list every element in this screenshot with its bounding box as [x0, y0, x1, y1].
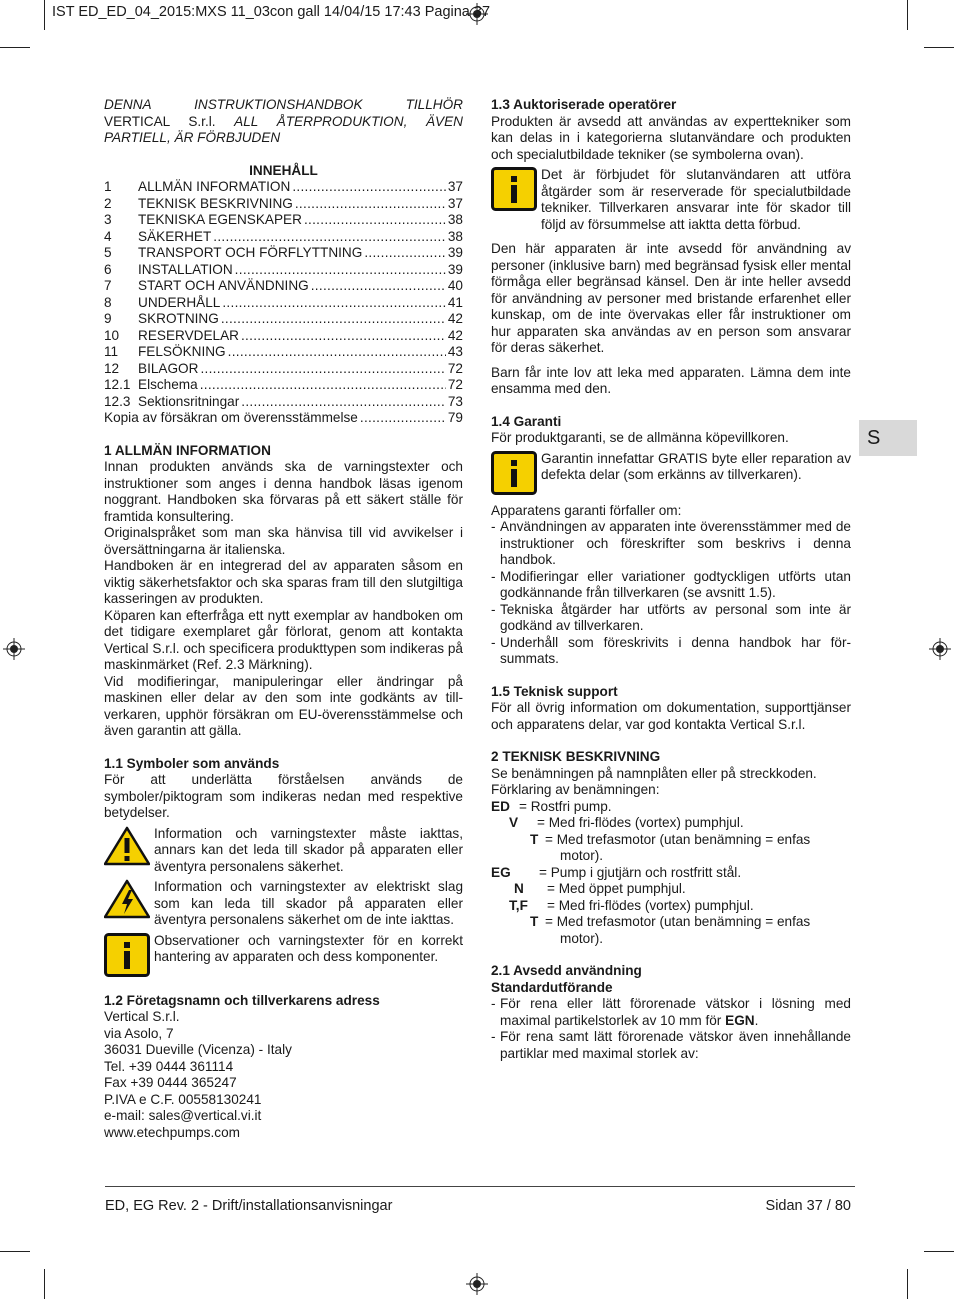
toc-page: 37 — [447, 195, 463, 211]
list-item: - Underhåll som föreskrivits i denna handbok har försummats. — [491, 634, 851, 666]
toc-leader — [200, 377, 446, 394]
registration-mark-bottom — [466, 1273, 488, 1295]
code-label: T — [530, 831, 539, 847]
copyright-line-3: PARTIELL, ÄR FÖRBJUDEN — [104, 130, 281, 145]
toc-page: 39 — [447, 261, 463, 277]
toc-title-text: ALLMÄN INFORMATION — [138, 179, 291, 194]
code-label: V — [509, 815, 519, 830]
s14-paragraph: För produktgaranti, se de allmänna köpevillkoren. — [491, 430, 789, 445]
electrical-hazard-icon — [104, 879, 150, 919]
toc-item — [104, 245, 463, 262]
toc-item — [104, 328, 463, 345]
code-label: EG — [491, 864, 511, 880]
toc-item — [104, 212, 463, 229]
list-item: - Modifieringar eller variationer godtyckligen utförts utan godkännande från tillverkaren (se avsnitt 1.5). — [491, 568, 851, 600]
section-1-1-heading: 1.1 Symboler som används — [104, 755, 280, 771]
toc-number: 9 — [104, 311, 112, 326]
section-2-1-subheading: Standardutförande — [491, 979, 613, 995]
website: www.etechpumps.com — [104, 1124, 240, 1140]
information-icon — [491, 167, 537, 211]
code-desc: motor). — [560, 848, 604, 863]
code-label: N — [514, 881, 524, 896]
list-item: - Tekniska åtgärder har utförts av personal som inte är godkänd av tillverkaren. — [491, 601, 851, 633]
code-desc: = Med fri-flödes (vortex) pumphjul. — [537, 815, 744, 830]
crop-mark — [924, 47, 954, 48]
footer-rule — [105, 1186, 855, 1187]
toc-page: 42 — [447, 311, 463, 326]
toc-leader — [200, 361, 445, 378]
symbol-electrical-text: Information och varningstexter av elektriskt slag som kan leda till skador på apparaten eller äventyra personalens säkerhet om de inte iakttas. — [154, 879, 463, 927]
toc-title-text: TEKNISKA EGENSKAPER — [138, 212, 302, 227]
symbol-electrical-warning — [104, 879, 463, 929]
s2-paragraph: Se benämningen på namnplåten eller på streckkoden. — [491, 765, 817, 781]
toc-number: 2 — [104, 195, 112, 211]
email: e-mail: sales@vertical.vi.it — [104, 1108, 262, 1123]
toc-item — [104, 295, 463, 312]
toc-leader — [292, 179, 446, 196]
code-label: T — [530, 914, 539, 929]
toc-page: 41 — [447, 294, 463, 310]
crop-mark — [44, 0, 45, 30]
s11-intro: För att underlätta förståelsen används de symboler/piktogram som indikeras nedan med respektive betydelser. — [104, 772, 463, 820]
toc-item — [104, 229, 463, 246]
phone: Tel. +39 0444 361114 — [104, 1058, 234, 1074]
info-note-text: Garantin innefattar GRATIS byte eller reparation av defekta delar (som erkänns av tillverkaren). — [541, 450, 851, 482]
toc-page: 40 — [447, 278, 463, 293]
designation-legend — [491, 799, 851, 948]
registration-mark-right — [929, 638, 951, 660]
toc-title-text: Sektionsritningar — [138, 393, 240, 409]
print-slug: IST ED_ED_04_2015:MXS 11_03con gall 14/04/15 17:43 Pagina 37 — [52, 4, 491, 20]
toc-number: 8 — [104, 294, 112, 310]
toc-leader — [304, 212, 446, 229]
section-1-4-heading: 1.4 Garanti — [491, 413, 562, 429]
toc-page: 42 — [447, 327, 463, 343]
toc-leader — [360, 410, 446, 427]
toc-number: 3 — [104, 212, 112, 227]
s2-paragraph: Förklaring av benämningen: — [491, 782, 660, 797]
toc-number: 7 — [104, 278, 112, 293]
list-item-text: Tekniska åtgärder har utförts av personal som inte är godkänd av tillverkaren. — [500, 601, 851, 633]
toc-number: 10 — [104, 327, 120, 343]
toc-title-text: TRANSPORT OCH FÖRFLYTTNING — [138, 245, 363, 260]
s1-paragraph: Köparen kan efterfråga ett nytt exemplar av handboken om det tidigare exemplaret går förlorat, genom att kontakta Vertical S.r.l. och specificera produkttypen som indikeras på maskinmärket (Ref. 2.3 Märkning). — [104, 607, 463, 672]
fax: Fax +39 0444 365247 — [104, 1075, 237, 1090]
toc-page: 73 — [447, 393, 463, 409]
code-desc: = Med trefasmotor (utan benämning = enfas — [545, 831, 811, 847]
code-desc: = Med fri-flödes (vortex) pumphjul. — [547, 897, 754, 913]
toc-number: 1 — [104, 179, 112, 194]
toc-title-text: SÄKERHET — [138, 228, 212, 244]
page-number: Sidan 37 / 80 — [765, 1198, 851, 1214]
toc-leader — [241, 328, 446, 345]
toc-leader — [364, 245, 446, 262]
warning-triangle-icon — [104, 826, 150, 866]
toc-title-text: START OCH ANVÄNDNING — [138, 278, 309, 293]
s1-paragraph: Innan produkten används ska de varningstexter och instruktioner som anges i denna handbok läsas igenom noggrant. Handboken ska förvaras på ett säkert ställe för framtida konsultering. — [104, 459, 463, 524]
copyright-line-2b: ALL ÅTERPRODUKTION, ÄVEN — [234, 113, 463, 129]
s1-paragraph: Vid modifieringar, manipuleringar eller ändringar på maskinen eller delar av den som inte godkänts av tillverkaren, upphör försäkran om EU-överensstämmelse och även garantin att gälla. — [104, 673, 463, 738]
toc-item — [104, 262, 463, 279]
list-item-text: Modifieringar eller variationer godtyckligen utförts utan godkännande från tillverkaren (se avsnitt 1.5). — [500, 568, 851, 600]
toc-page: 43 — [447, 344, 463, 359]
toc-title-text: Elschema — [138, 377, 198, 392]
address-line: 36031 Dueville (Vicenza) - Italy — [104, 1042, 292, 1057]
toc-number: 6 — [104, 261, 112, 277]
list-item: - För rena samt lätt förorenade vätskor även innehållande partiklar med maximal storlek av: — [491, 1029, 851, 1061]
list-item-text: För rena samt lätt förorenade vätskor även innehållande partiklar med maximal storlek av: — [500, 1029, 851, 1061]
s14-paragraph: Apparatens garanti förfaller om: — [491, 502, 682, 518]
list-item: - Användningen av apparaten inte överensstämmer med de instruktioner och föreskrifter som beskrivs i denna handbok. — [491, 519, 851, 567]
toc-item — [104, 311, 463, 328]
toc-number: 11 — [104, 344, 119, 359]
right-column — [491, 97, 851, 1062]
crop-mark — [0, 1251, 30, 1252]
toc-title-text: Kopia av försäkran om överensstämmelse — [104, 410, 358, 425]
toc-item — [104, 394, 463, 411]
vat-number: P.IVA e C.F. 00558130241 — [104, 1091, 262, 1107]
symbol-information-text: Observationer och varningstexter för en korrekt hantering av apparaten och dess komponenter. — [154, 932, 463, 964]
left-column — [104, 97, 463, 1141]
s13-paragraph: Barn får inte lov att leka med apparaten. Lämna dem inte ensamma med den. — [491, 364, 851, 396]
toc-page: 72 — [447, 377, 463, 392]
information-icon — [104, 933, 150, 977]
section-1-heading: 1 ALLMÄN INFORMATION — [104, 442, 271, 458]
toc-leader — [235, 262, 446, 279]
crop-mark — [44, 1269, 45, 1299]
code-desc: = Med trefasmotor (utan benämning = enfas — [545, 914, 811, 929]
toc-leader — [213, 229, 446, 246]
symbol-information — [104, 933, 463, 977]
copyright-line-1: DENNA INSTRUKTIONSHANDBOK TILLHÖR — [104, 97, 463, 112]
symbol-general-warning — [104, 826, 463, 876]
toc-title-text: BILAGOR — [138, 360, 199, 376]
s15-paragraph: För all övrig information om dokumentation, supporttjänser och apparatens delar, var god kontakta Vertical S.r.l. — [491, 700, 851, 732]
toc-title-text: FELSÖKNING — [138, 344, 226, 359]
s1-paragraph: Handboken är en integrerad del av apparaten såsom en viktig säkerhetsfaktor och ska sparas fram till den slutgiltiga kasseringen av produkten. — [104, 558, 463, 606]
crop-mark — [907, 1269, 908, 1299]
toc-leader — [221, 311, 446, 328]
language-tab: S — [859, 420, 917, 456]
section-2-heading: 2 TEKNISK BESKRIVNING — [491, 749, 661, 764]
footer-title: ED, EG Rev. 2 - Drift/installationsanvisningar — [105, 1198, 393, 1214]
s13-paragraph: Produkten är avsedd att användas av experttekniker som kan delas in i kategorierna slutanvändare och produkten och specialutbildade tekniker (se symbolerna ovan). — [491, 113, 851, 162]
toc-item — [104, 196, 463, 213]
toc-leader — [295, 196, 446, 213]
toc-number: 5 — [104, 245, 112, 260]
toc-title-text: UNDERHÅLL — [138, 294, 221, 310]
section-2-1-heading: 2.1 Avsedd användning — [491, 963, 642, 978]
toc-page: 39 — [447, 245, 463, 260]
code-label: ED — [491, 798, 510, 814]
toc-list — [104, 179, 463, 427]
code-desc: = Rostfri pump. — [519, 798, 612, 814]
toc-title-text: SKROTNING — [138, 311, 219, 326]
info-note-text: Det är förbjudet för slutanvändaren att utföra åtgärder som är reserverade för specialutbildade tekniker. Tillverkaren ansvarar inte för skador till följd av försummelse att iaktta detta förbud. — [541, 167, 851, 232]
toc-title-text: RESERVDELAR — [138, 327, 239, 343]
info-note — [491, 451, 851, 495]
toc-number: 12.1 — [104, 377, 131, 392]
list-item-text: För rena eller lätt förorenade vätskor i lösning med maximal partikelstorlek av 10 mm för EGN. — [500, 996, 851, 1028]
section-1-5-heading: 1.5 Teknisk support — [491, 683, 618, 699]
code-desc: = Med öppet pumphjul. — [547, 881, 686, 896]
registration-mark-left — [3, 638, 25, 660]
toc-leader — [228, 344, 446, 361]
company-address — [104, 1009, 463, 1141]
toc-item — [104, 410, 463, 427]
crop-mark — [924, 1251, 954, 1252]
toc-leader — [222, 295, 446, 312]
toc-item — [104, 344, 463, 361]
toc-number: 12.3 — [104, 393, 131, 409]
toc-title-text: TEKNISK BESKRIVNING — [138, 195, 293, 211]
code-desc: motor). — [560, 930, 604, 946]
toc-number: 4 — [104, 228, 112, 244]
toc-page: 79 — [447, 410, 463, 425]
toc-number: 12 — [104, 360, 120, 376]
list-item: - För rena eller lätt förorenade vätskor i lösning med maximal partikelstorlek av 10 mm för EGN. — [491, 996, 851, 1028]
toc-item — [104, 377, 463, 394]
copyright-notice — [104, 97, 463, 147]
address-line: Vertical S.r.l. — [104, 1009, 180, 1024]
toc-item — [104, 179, 463, 196]
information-icon — [491, 451, 537, 495]
toc-title-text: INSTALLATION — [138, 261, 233, 277]
list-item-text: Användningen av apparaten inte överensstämmer med de instruktioner och föreskrifter som beskrivs i denna handbok. — [500, 519, 851, 567]
section-1-2-heading: 1.2 Företagsnamn och tillverkarens adress — [104, 992, 380, 1008]
symbol-general-text: Information och varningstexter måste iakttas, annars kan det leda till skador på apparaten eller äventyra personalens säkerhet. — [154, 825, 463, 874]
toc-item — [104, 361, 463, 378]
toc-title: INNEHÅLL — [249, 162, 318, 178]
crop-mark — [907, 0, 908, 30]
list-item-text: Underhåll som föreskrivits i denna handbok har försummats. — [500, 634, 851, 666]
code-label: T,F — [509, 897, 528, 913]
s1-paragraph: Originalspråket som man ska hänvisa till vid avvikelser i översättningarna är italienska. — [104, 525, 463, 557]
s13-paragraph: Den här apparaten är inte avsedd för användning av personer (inklusive barn) med begränsad fysisk eller mental förmåga eller begränsad känsel. Den är inte heller avsedd för användning av personer med bristande erfarenhet eller kunskap, om de inte övervakas eller får instruktioner om hur apparaten ska användas av en person som ansvarar för deras säkerhet. — [491, 241, 851, 355]
toc-page: 37 — [447, 179, 463, 194]
toc-item — [104, 278, 463, 295]
info-note — [491, 167, 851, 233]
toc-leader — [241, 394, 446, 411]
toc-page: 72 — [447, 360, 463, 376]
code-desc: = Pump i gjutjärn och rostfritt stål. — [539, 864, 742, 880]
toc-page: 38 — [447, 228, 463, 244]
company-name: VERTICAL S.r.l. — [104, 113, 216, 129]
copyright-line-2 — [104, 114, 463, 131]
section-1-3-heading: 1.3 Auktoriserade operatörer — [491, 97, 677, 112]
address-line: via Asolo, 7 — [104, 1025, 174, 1041]
toc-leader — [311, 278, 446, 295]
crop-mark — [0, 47, 30, 48]
toc-page: 38 — [447, 212, 463, 227]
